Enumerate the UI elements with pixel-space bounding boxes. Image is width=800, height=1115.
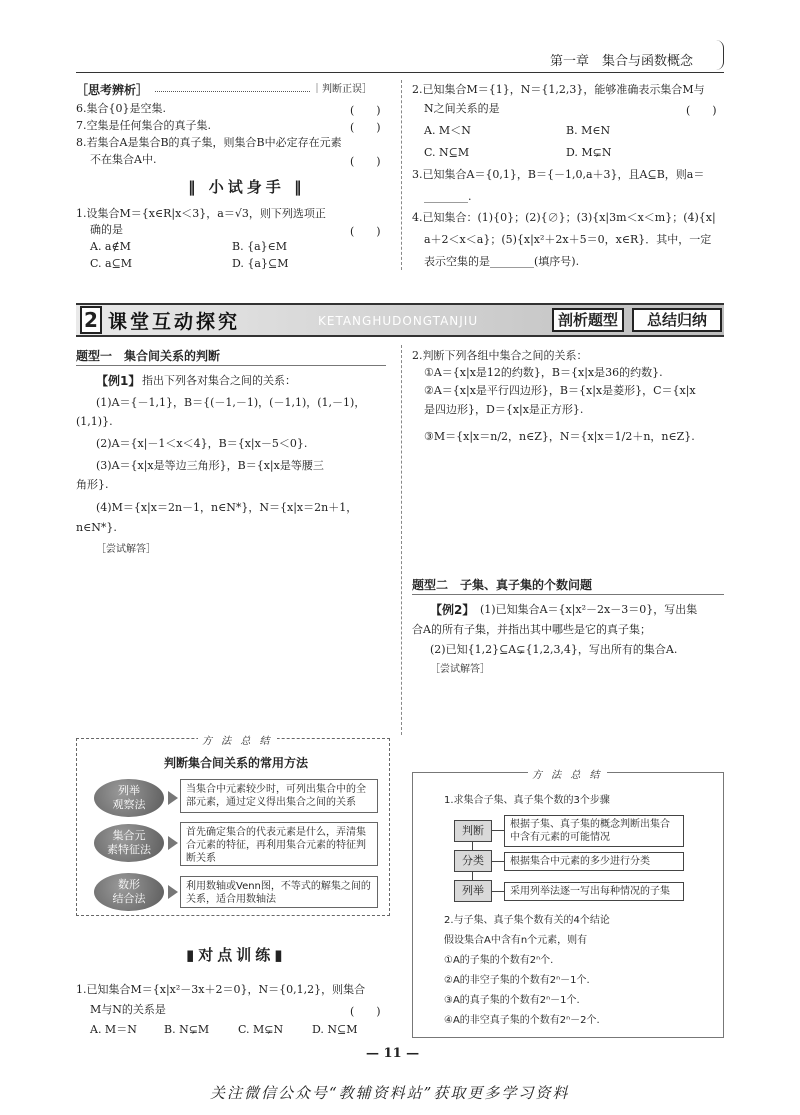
step-3-desc: 采用列举法逐一写出每种情况的子集 bbox=[504, 882, 684, 901]
practice-q1-line2: M与N的关系是 bbox=[90, 1003, 166, 1016]
chapter-header: 第一章 集合与函数概念 bbox=[550, 54, 694, 69]
think-item-8: 8.若集合A是集合B的真子集，则集合B中必定存在元素 bbox=[76, 136, 342, 149]
method-oval-2 bbox=[94, 824, 164, 862]
think-title: ［思考辨析］ bbox=[76, 83, 149, 97]
type2-underline bbox=[412, 594, 724, 595]
banner-right-1: 剖析题型 bbox=[552, 308, 624, 332]
method-right-intro: 1.求集合子集、真子集个数的3个步骤 bbox=[444, 795, 610, 806]
step-1-down bbox=[472, 842, 473, 850]
try-q1-line2: 确的是 bbox=[90, 223, 123, 236]
step-2-box: 分类 bbox=[454, 850, 492, 872]
practice-q1-line1: 1.已知集合M＝{x|x²－3x＋2＝0}，N＝{0,1,2}，则集合 bbox=[76, 983, 366, 996]
ex2-label: 【例2】 bbox=[430, 603, 475, 617]
method-arrow-2 bbox=[168, 836, 178, 850]
rm-line-2: ②A＝{x|x是平行四边形}，B＝{x|x是菱形}，C＝{x|x bbox=[424, 384, 696, 397]
think-paren-8: ( ) bbox=[350, 155, 381, 168]
conclusion-intro: 假设集合A中含有n个元素，则有 bbox=[444, 935, 588, 946]
rt-q2-option-c: C. N⊆M bbox=[424, 146, 470, 159]
rt-q2-line2: N之间关系的是 bbox=[424, 102, 500, 115]
conclusion-4: ④A的非空真子集的个数有2ⁿ－2个. bbox=[444, 1015, 600, 1026]
banner-number: 2 bbox=[80, 306, 102, 334]
column-divider-mid bbox=[401, 345, 402, 735]
try-q1-option-b: B. {a}∈M bbox=[232, 240, 288, 253]
column-divider-top bbox=[401, 80, 402, 270]
try-q1-option-c: C. a⊆M bbox=[90, 257, 133, 270]
think-item-8b: 不在集合A中. bbox=[90, 153, 157, 166]
practice-option-d: D. N⊆M bbox=[312, 1023, 358, 1036]
step-1-box: 判断 bbox=[454, 820, 492, 842]
rt-q2-option-b: B. M∈N bbox=[566, 124, 611, 137]
method-left-tag: 方 法 总 结 bbox=[198, 732, 277, 747]
rt-q2-option-d: D. M⊊N bbox=[566, 146, 612, 159]
banner-title: 课堂互动探究 bbox=[108, 311, 241, 333]
method-desc-1: 当集合中元素较少时，可列出集合中的全部元素，通过定义得出集合之间的关系 bbox=[180, 779, 378, 813]
rm-q2-title: 2.判断下列各组中集合之间的关系： bbox=[412, 349, 588, 362]
method-desc-2: 首先确定集合的代表元素是什么，弄清集合元素的特征，再利用集合元素的特征判断关系 bbox=[180, 822, 378, 866]
practice-option-b: B. N⊊M bbox=[164, 1023, 210, 1036]
ex1-line-3: (2)A＝{x|－1＜x＜4}，B＝{x|x－5＜0}. bbox=[96, 437, 308, 450]
ex1-line-4: (3)A＝{x|x是等边三角形}，B＝{x|x是等腰三 bbox=[96, 459, 324, 472]
type2-heading: 题型二 子集、真子集的个数问题 bbox=[412, 578, 593, 592]
practice-option-a: A. M＝N bbox=[90, 1023, 137, 1036]
rt-q2-paren: ( ) bbox=[686, 104, 717, 117]
type1-underline bbox=[76, 365, 386, 366]
conclusion-3: ③A的真子集的个数有2ⁿ－1个. bbox=[444, 995, 580, 1006]
ex1-label: 【例1】 bbox=[96, 374, 141, 388]
rt-q4-line3: 表示空集的是________(填序号). bbox=[424, 255, 580, 268]
footer-note: 关注微信公众号“教辅资料站”获取更多学习资料 bbox=[210, 1084, 570, 1102]
ex1-line-7: n∈N*}. bbox=[76, 521, 117, 534]
ex2-line-3: (2)已知{1,2}⊆A⊊{1,2,3,4}，写出所有的集合A. bbox=[430, 643, 678, 656]
ex1-line-1: (1)A＝{－1,1}，B＝{(－1,－1)，(－1,1)，(1,－1)， bbox=[96, 396, 366, 409]
step-1-connector bbox=[492, 830, 504, 831]
step-1-desc: 根据子集、真子集的概念判断出集合中含有元素的可能情况 bbox=[504, 815, 684, 847]
type1-heading: 题型一 集合间关系的判断 bbox=[76, 349, 221, 363]
header-rule bbox=[76, 72, 724, 73]
header-bracket bbox=[716, 40, 724, 70]
method-left-title: 判断集合间关系的常用方法 bbox=[164, 756, 309, 770]
rt-q3-line1: 3.已知集合A＝{0,1}，B＝{－1,0,a＋3}，且A⊆B，则a＝ bbox=[412, 168, 705, 181]
method-arrow-1 bbox=[168, 791, 178, 805]
method-oval-3 bbox=[94, 873, 164, 911]
try-q1-option-d: D. {a}⊆M bbox=[232, 257, 289, 270]
think-paren-7: ( ) bbox=[350, 121, 381, 134]
oval-2-label: 集合元 素特征法 bbox=[107, 829, 151, 856]
try-q1-paren: ( ) bbox=[350, 225, 381, 238]
banner-pinyin: KETANGHUDONGTANJIU bbox=[318, 314, 479, 328]
oval-1-label: 列举 观察法 bbox=[112, 784, 146, 811]
try-title: ‖ 小试身手 ‖ bbox=[188, 178, 306, 196]
think-paren-6: ( ) bbox=[350, 104, 381, 117]
rt-q2-line1: 2.已知集合M＝{1}，N＝{1,2,3}，能够准确表示集合M与 bbox=[412, 83, 705, 96]
rt-q4-line2: a＋2＜x＜a}；(5){x|x²＋2x＋5＝0，x∈R}．其中，一定 bbox=[424, 233, 712, 246]
rm-line-4: ③M＝{x|x＝n/2，n∈Z}，N＝{x|x＝1/2＋n，n∈Z}. bbox=[424, 430, 695, 443]
practice-q1-paren: ( ) bbox=[350, 1005, 381, 1018]
ex1-line-2: (1,1)}. bbox=[76, 415, 113, 428]
try-q1-option-a: A. a∉M bbox=[90, 240, 131, 253]
ex2-answer-tag: ［尝试解答］ bbox=[430, 664, 490, 675]
ex2-line-1: (1)已知集合A＝{x|x²－2x－3＝0}，写出集 bbox=[480, 603, 698, 616]
method-oval-1 bbox=[94, 779, 164, 817]
method-arrow-3 bbox=[168, 885, 178, 899]
step-2-down bbox=[472, 872, 473, 880]
step-3-connector bbox=[492, 891, 504, 892]
ex1-line-6: (4)M＝{x|x＝2n－1，n∈N*}，N＝{x|x＝2n＋1， bbox=[96, 501, 358, 514]
think-item-6: 6.集合{0}是空集. bbox=[76, 102, 166, 115]
practice-option-c: C. M⊊N bbox=[238, 1023, 284, 1036]
step-3-box: 列举 bbox=[454, 880, 492, 902]
ex1-intro: 指出下列各对集合之间的关系： bbox=[142, 374, 296, 387]
ex1-line-5: 角形}. bbox=[76, 478, 109, 491]
think-tag: ｜判断正误］ bbox=[312, 84, 372, 95]
banner-right-2: 总结归纳 bbox=[632, 308, 722, 332]
ex2-line-2: 合A的所有子集，并指出其中哪些是它的真子集； bbox=[412, 623, 651, 636]
rt-q4-line1: 4.已知集合：(1){0}；(2){∅}；(3){x|3m＜x＜m}；(4){x| bbox=[412, 211, 716, 224]
method-desc-3: 利用数轴或Venn图，不等式的解集之间的关系，适合用数轴法 bbox=[180, 876, 378, 908]
page-number: — 11 — bbox=[366, 1046, 420, 1061]
rt-q2-option-a: A. M＜N bbox=[424, 124, 471, 137]
rm-line-3: 是四边形}，D＝{x|x是正方形}. bbox=[424, 403, 584, 416]
conclusion-1: ①A的子集的个数有2ⁿ个. bbox=[444, 955, 554, 966]
oval-3-label: 数形 结合法 bbox=[112, 878, 146, 905]
rm-line-1: ①A＝{x|x是12的约数}，B＝{x|x是36的约数}. bbox=[424, 366, 663, 379]
ex1-answer-tag: ［尝试解答］ bbox=[96, 544, 156, 555]
method-right-tag: 方 法 总 结 bbox=[528, 766, 607, 781]
practice-title: ▮对点训练▮ bbox=[186, 946, 287, 964]
conclusion-2: ②A的非空子集的个数有2ⁿ－1个. bbox=[444, 975, 590, 986]
try-q1-line1: 1.设集合M＝{x∈R|x＜3}，a＝√3，则下列选项正 bbox=[76, 207, 326, 220]
think-item-7: 7.空集是任何集合的真子集. bbox=[76, 119, 211, 132]
rt-q3-line2: ________. bbox=[424, 190, 472, 203]
think-dots bbox=[155, 91, 310, 92]
step-2-connector bbox=[492, 861, 504, 862]
conclusion-title: 2.与子集、真子集个数有关的4个结论 bbox=[444, 915, 610, 926]
step-2-desc: 根据集合中元素的多少进行分类 bbox=[504, 852, 684, 871]
